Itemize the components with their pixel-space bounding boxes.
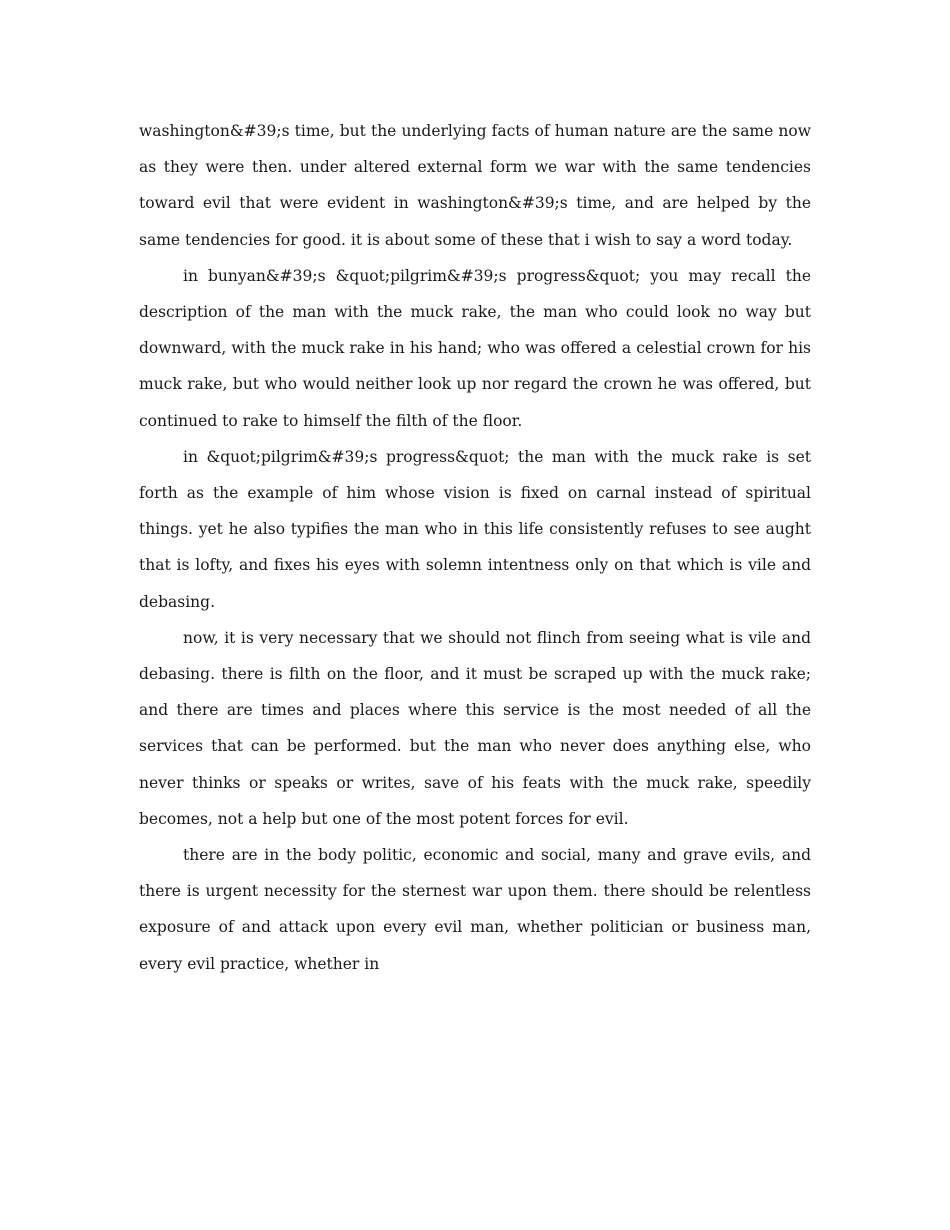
paragraph-5: there are in the body politic, economic and social, many and grave evils, and there is urgent necessity for the sternest war upon them. there should be relentless exposure of and attack upon every evil man, whether politician or business man, every evil practice, whether in bbox=[139, 846, 811, 973]
paragraph-4: now, it is very necessary that we should not flinch from seeing what is vile and debasing. there is filth on the floor, and it must be scraped up with the muck rake; and there are times and places where this service is the most needed of all the services that can be performed. but the man who never does anything else, who never thinks or speaks or writes, save of his feats with the muck rake, speedily becomes, not a help but one of the most potent forces for evil. bbox=[139, 628, 811, 828]
paragraph-3: in &quot;pilgrim&#39;s progress&quot; the man with the muck rake is set forth as the example of him whose vision is fixed on carnal instead of spiritual things. yet he also typifies the man who in this life consistently refuses to see aught that is lofty, and fixes his eyes with solemn intentness only on that which is vile and debasing. bbox=[139, 447, 811, 611]
document-body bbox=[139, 113, 811, 982]
paragraph-1: washington&#39;s time, but the underlying facts of human nature are the same now as they were then. under altered external form we war with the same tendencies toward evil that were evident in washington&#39;s time, and are helped by the same tendencies for good. it is about some of these that i wish to say a word today. bbox=[139, 122, 811, 249]
paragraph-2: in bunyan&#39;s &quot;pilgrim&#39;s progress&quot; you may recall the description of the man with the muck rake, the man who could look no way but downward, with the muck rake in his hand; who was offered a celestial crown for his muck rake, but who would neither look up nor regard the crown he was offered, but continued to rake to himself the filth of the floor. bbox=[139, 266, 811, 430]
